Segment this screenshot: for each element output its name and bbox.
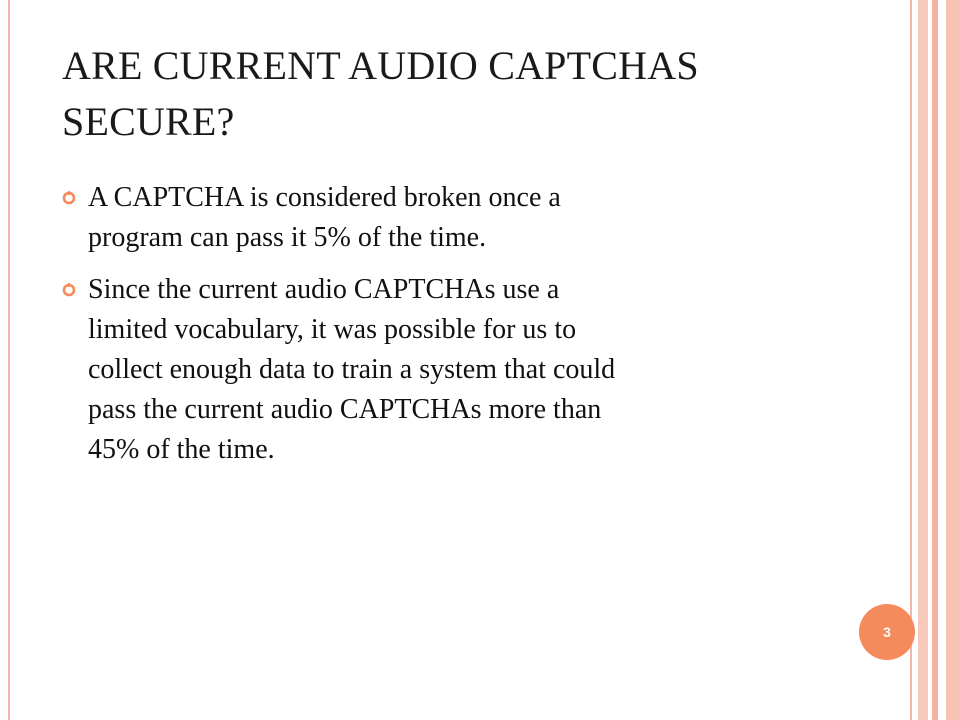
bullet-list	[62, 178, 852, 482]
slide-title-line: ARE CURRENT AUDIO CAPTCHAS	[62, 43, 699, 88]
bullet-line: program can pass it 5% of the time.	[88, 222, 487, 253]
bullet-item	[62, 178, 852, 258]
bullet-ring-icon	[62, 283, 76, 297]
bullet-line: A CAPTCHA is considered broken once a	[88, 182, 561, 213]
decorative-stripe	[946, 0, 960, 720]
page-number-badge	[859, 604, 915, 660]
bullet-text	[88, 178, 852, 258]
slide-title	[62, 38, 882, 150]
decorative-stripe	[918, 0, 928, 720]
bullet-line: 45% of the time.	[88, 434, 275, 465]
bullet-item	[62, 270, 852, 470]
bullet-line: pass the current audio CAPTCHAs more than	[88, 394, 602, 425]
bullet-line: limited vocabulary, it was possible for us to	[88, 314, 577, 345]
slide-title-line: SECURE?	[62, 99, 235, 144]
bullet-line: Since the current audio CAPTCHAs use a	[88, 274, 560, 305]
bullet-text	[88, 270, 852, 470]
page-number: 3	[883, 624, 891, 640]
decorative-stripe	[938, 0, 946, 720]
bullet-line: collect enough data to train a system that could	[88, 354, 616, 385]
bullet-ring-icon	[62, 191, 76, 205]
